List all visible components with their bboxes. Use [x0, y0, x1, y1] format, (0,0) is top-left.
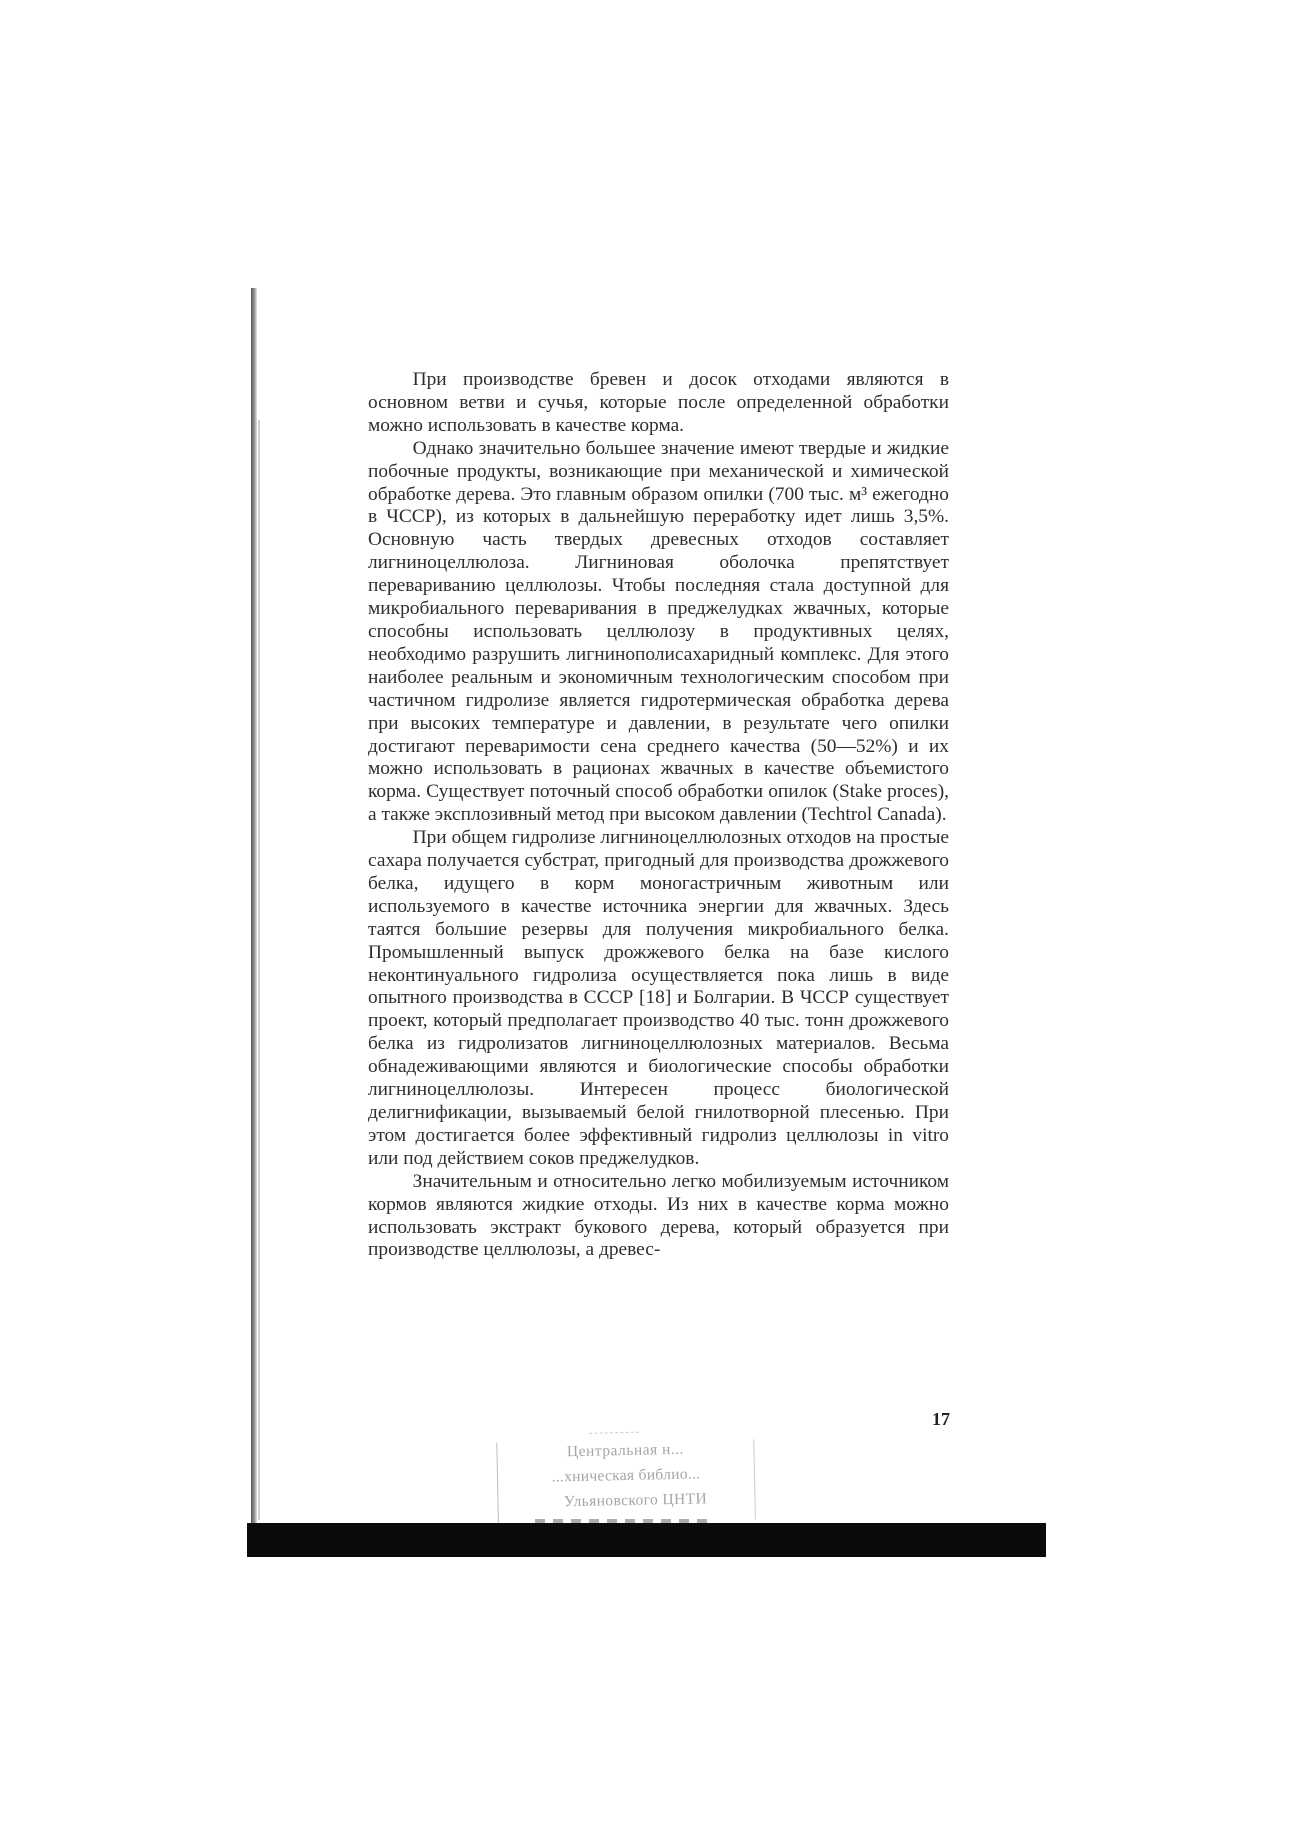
stamp-line-1: Центральная н...	[566, 1440, 685, 1461]
stamp-line-3: Ульяновского ЦНТИ	[563, 1490, 708, 1511]
paragraph-1: При производстве бревен и досок отходами являются в основном ветви и сучья, которые после определенной обработки можно использовать в качестве корма.	[368, 369, 949, 436]
page-left-edge-shadow	[251, 288, 257, 1548]
paragraph-4: Значительным и относительно легко мобилизуемым источником кормов являются жидкие отходы. Из них в качестве корма можно использовать экстракт букового дерева, который образуется при производстве целлюлозы, а древес-	[368, 1170, 949, 1261]
page-left-edge-line	[258, 420, 260, 1520]
paragraph-2: Однако значительно большее значение имеют твердые и жидкие побочные продукты, возникающие при механической и химической обработке дерева. Это главным образом опилки (700 тыс. м³ ежегодно в ЧССР), из которых в дальнейшую переработку идет лишь 3,5%. Основную часть твердых древесных отходов составляет лигниноцеллюлоза. Лигниновая оболочка препятствует перевариванию целлюлозы. Чтобы последняя стала доступной для микробиального переваривания в преджелудках жвачных, которые способны использовать целлюлозу в продуктивных целях, необходимо разрушить лигнинополисахаридный комплекс. Для этого наиболее реальным и экономичным технологическим способом при частичном гидролизе является гидротермическая обработка дерева при высоких температуре и давлении, в результате чего опилки достигают переваримости сена среднего качества (50—52%) и их можно использовать в рационах жвачных в качестве объемистого корма. Существует поточный способ обработки опилок (Stake proces), а также эксплозивный метод при высоком давлении (Techtrol Canada).	[368, 437, 949, 826]
stamp-line-2: ...хническая библио...	[551, 1465, 701, 1486]
scan-bottom-edge-bar	[247, 1523, 1046, 1557]
page-number: 17	[932, 1409, 950, 1429]
library-stamp	[494, 1427, 758, 1526]
paragraph-3: При общем гидролизе лигниноцеллюлозных отходов на простые сахара получается субстрат, пригодный для производства дрожжевого белка, идущего в корм моногастричным животным или используемого в качестве источника энергии для жвачных. Здесь таятся большие резервы для получения микробиального белка. Промышленный выпуск дрожжевого белка на базе кислого неконтинуального гидролиза осуществляется пока лишь в виде опытного производства в СССР [18] и Болгарии. В ЧССР существует проект, который предполагает производство 40 тыс. тонн дрожжевого белка из гидролизатов лигниноцеллюлозных материалов. Весьма обнадеживающими являются и биологические способы обработки лигниноцеллюлозы. Интересен процесс биологической делигнификации, вызываемый белой гнилотворной плесенью. При этом достигается более эффективный гидролиз целлюлозы in vitro или под действием соков преджелудков.	[368, 827, 949, 1169]
body-text	[368, 369, 949, 1262]
